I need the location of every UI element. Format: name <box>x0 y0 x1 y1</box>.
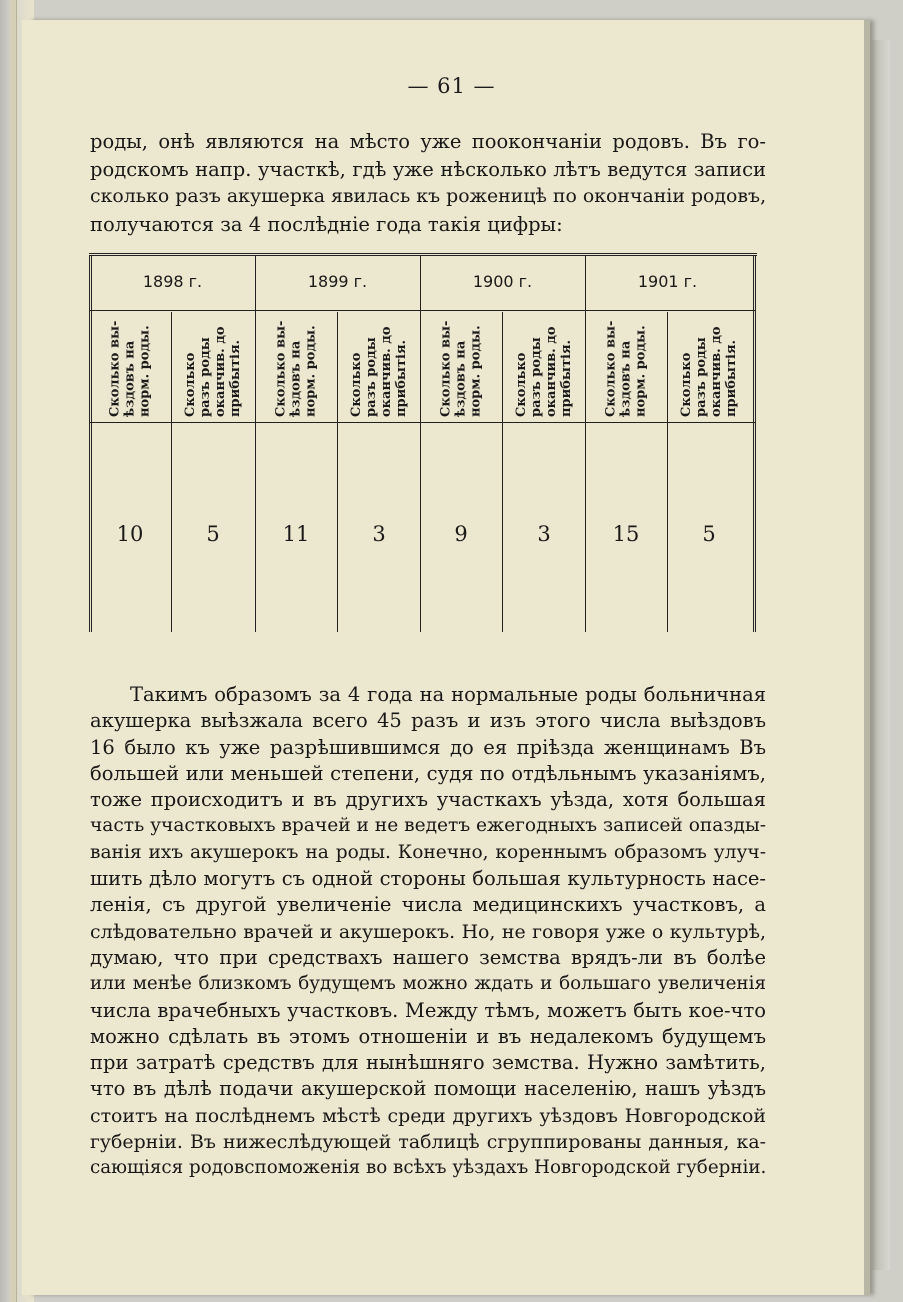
body-paragraph <box>90 682 766 1182</box>
column-header <box>172 316 254 418</box>
column-header-label: Сколько разъ роды оканчив. до прибытія. <box>514 326 574 417</box>
text-line: получаются за 4 послѣдніе года такія цифры: <box>90 212 563 236</box>
text-line: ванія ихъ акушерокъ на роды. Конечно, кореннымъ образомъ улуч- <box>90 841 766 863</box>
column-header-label: Сколько разъ роды оканчив. до прибытія. <box>349 326 409 417</box>
text-line: Такимъ образомъ за 4 года на нормальные роды больничная <box>130 683 766 706</box>
text-line: ленія, съ другой увеличеніе числа медицинскихъ участковъ, а <box>90 893 766 917</box>
column-header-label: Сколько разъ роды оканчив. до прибытія. <box>183 326 243 417</box>
table-divider <box>420 256 421 632</box>
text-line: или менѣе близкомъ будущемъ можно ждать и большаго увеличенія <box>90 973 766 995</box>
text-line: шить дѣло могутъ съ одной стороны большая культурность насе- <box>90 867 766 891</box>
text-line: стоитъ на послѣднемъ мѣстѣ среди другихъ уѣздовъ Новгородской <box>90 1104 766 1127</box>
column-header-label: Сколько вы-ѣздовъ на норм. роды. <box>273 320 319 417</box>
year-header: 1901 г. <box>637 272 698 291</box>
column-header <box>585 316 667 418</box>
table-cell: 9 <box>454 522 468 546</box>
table-divider <box>255 256 256 632</box>
table-cell: 3 <box>372 522 386 546</box>
column-header-label: Сколько разъ роды оканчив. до прибытія. <box>679 326 739 417</box>
table-border-left <box>89 256 92 632</box>
delivery-table <box>89 253 757 632</box>
text-line: сающіяся родовспоможенія во всѣхъ уѣздахъ Новгородской губерніи. <box>90 1157 767 1179</box>
table-cell: 10 <box>116 522 144 546</box>
table-cell: 5 <box>206 522 220 546</box>
text-line: большей или меньшей степени, судя по отдѣльнымъ указаніямъ, <box>90 761 766 785</box>
table-cell: 11 <box>282 522 310 546</box>
column-header <box>668 316 750 418</box>
text-line: сколько разъ акушерка явилась къ роженицѣ по окончаніи родовъ, <box>90 185 767 207</box>
table-cell: 5 <box>702 522 716 546</box>
text-line: тоже происходитъ и въ другихъ участкахъ уѣзда, хотя большая <box>90 788 766 812</box>
column-header <box>420 316 502 418</box>
page-number: — 61 — <box>407 74 496 98</box>
column-header-label: Сколько вы-ѣздовъ на норм. роды. <box>603 320 649 417</box>
text-line: роды, онѣ являются на мѣсто уже поокончаніи родовъ. Въ го- <box>90 130 766 153</box>
text-line: при затратѣ средствъ для нынѣшняго земства. Нужно замѣтить, <box>90 1051 766 1075</box>
column-header-label: Сколько вы-ѣздовъ на норм. роды. <box>107 320 153 417</box>
text-line: губерніи. Въ нижеслѣдующей таблицѣ сгруппированы данныя, ка- <box>90 1131 766 1154</box>
page-edge <box>864 40 890 1270</box>
year-header: 1898 г. <box>142 272 203 291</box>
year-header: 1900 г. <box>472 272 533 291</box>
text-line: числа врачебныхъ участковъ. Между тѣмъ, можетъ быть кое-что <box>90 998 766 1022</box>
text-line: что въ дѣлѣ подачи акушерской помощи населенію, нашъ уѣздъ <box>90 1077 766 1101</box>
column-header <box>89 316 171 418</box>
column-header <box>338 316 420 418</box>
column-header <box>503 316 585 418</box>
table-rule <box>89 422 755 423</box>
table-cell: 15 <box>612 522 640 546</box>
text-line: думаю, что при средствахъ нашего земства врядъ-ли въ болѣе <box>90 945 766 969</box>
text-line: часть участковыхъ врачей и не ведетъ ежегодныхъ записей опазды- <box>90 815 767 837</box>
text-line: 16 было къ уже разрѣшившимся до ея пріѣзда женщинамъ Въ <box>90 735 766 759</box>
text-line: слѣдовательно врачей и акушерокъ. Но, не говоря уже о культурѣ, <box>90 920 766 943</box>
text-line: можно сдѣлать въ этомъ отношеніи и въ недалекомъ будущемъ <box>90 1024 766 1048</box>
year-header: 1899 г. <box>307 272 368 291</box>
table-divider <box>585 256 586 632</box>
text-line: родскомъ напр. участкѣ, гдѣ уже нѣсколько лѣтъ ведутся записи <box>90 157 766 181</box>
book-spine <box>10 0 17 1302</box>
text-line: акушерка выѣзжала всего 45 разъ и изъ этого числа выѣздовъ <box>90 709 766 733</box>
table-border-right <box>753 256 756 632</box>
table-rule <box>89 310 755 311</box>
column-header <box>255 316 337 418</box>
column-header-label: Сколько вы-ѣздовъ на норм. роды. <box>438 320 484 417</box>
table-cell: 3 <box>537 522 551 546</box>
intro-paragraph <box>90 128 766 238</box>
